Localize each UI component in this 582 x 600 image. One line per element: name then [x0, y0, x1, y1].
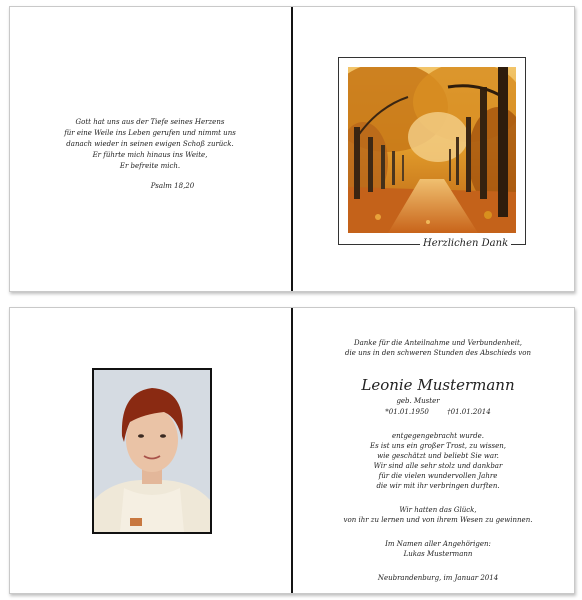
deceased-name: Leonie Mustermann — [361, 376, 515, 394]
body-line: Es ist uns ein großer Trost, zu wissen, — [370, 442, 506, 450]
card-fold — [291, 308, 293, 593]
card-bottom — [9, 307, 575, 594]
verse-line: Gott hat uns aus der Tiefe seines Herzens — [75, 118, 225, 126]
birth-date: *01.01.1950 — [385, 408, 429, 416]
signature-line: Lukas Mustermann — [403, 550, 473, 558]
closing-line: Wir hatten das Glück, — [399, 506, 477, 514]
verse-line: danach wieder in seinen ewigen Schoß zurück. — [66, 140, 234, 148]
obituary-text — [302, 338, 574, 583]
portrait-photo — [92, 368, 212, 534]
body-line: Wir sind alle sehr stolz und dankbar — [373, 462, 503, 470]
autumn-avenue-photo — [348, 67, 516, 233]
life-dates — [302, 407, 574, 417]
verse-line: für eine Weile ins Leben gerufen und nimmt uns — [64, 129, 236, 137]
verse-block — [50, 117, 250, 192]
card-top — [9, 6, 575, 292]
verse-line: Er befreite mich. — [119, 162, 181, 170]
thanks-title: Herzlichen Dank — [420, 238, 511, 249]
closing-line: von ihr zu lernen und von ihrem Wesen zu gewinnen. — [343, 516, 533, 524]
signature-line: Im Namen aller Angehörigen: — [385, 540, 491, 548]
body-line: für die vielen wundervollen Jahre — [378, 472, 498, 480]
intro-line: Danke für die Anteilnahme und Verbundenheit, — [353, 339, 523, 347]
body-line: wie geschätzt und beliebt Sie war. — [377, 452, 499, 460]
intro-line: die uns in den schweren Stunden des Abschieds von — [345, 349, 531, 357]
place-date: Neubrandenburg, im Januar 2014 — [377, 574, 499, 582]
verse-reference: Psalm 18,20 — [150, 182, 195, 190]
birth-name: geb. Muster — [396, 397, 440, 405]
verse-line: Er führte mich hinaus ins Weite, — [92, 151, 208, 159]
death-date: †01.01.2014 — [447, 408, 491, 416]
body-line: entgegengebracht wurde. — [391, 432, 484, 440]
body-line: die wir mit ihr verbringen durften. — [376, 482, 500, 490]
autumn-photo-frame — [338, 57, 526, 245]
card-fold — [291, 7, 293, 291]
